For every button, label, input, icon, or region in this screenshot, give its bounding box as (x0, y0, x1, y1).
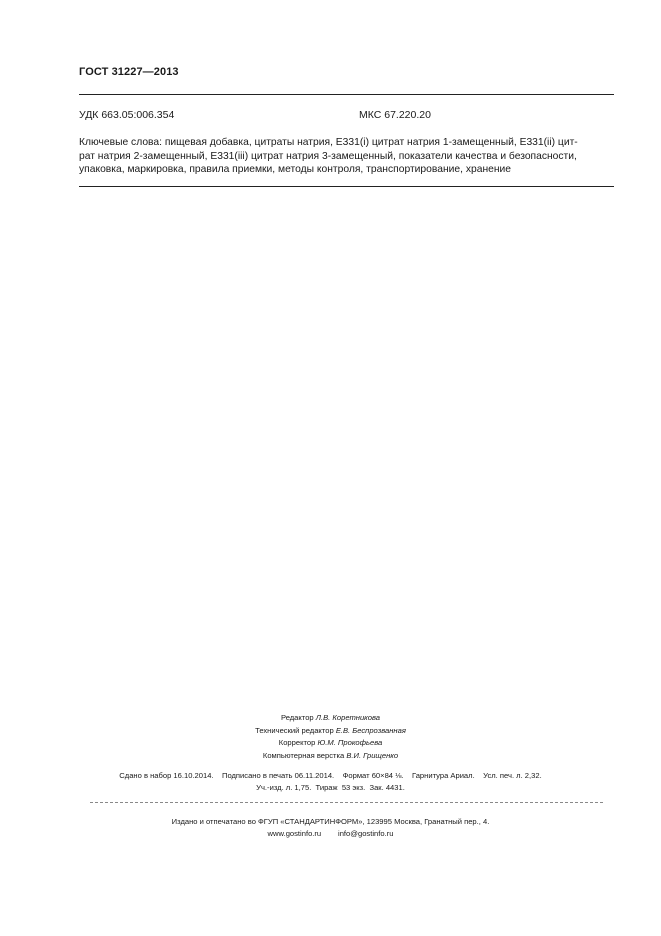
credit-name: В.И. Грищенко (346, 750, 399, 760)
bottom-divider (79, 186, 614, 187)
print-details-line-2: Уч.-изд. л. 1,75. Тираж 53 экз. Зак. 4431. (256, 783, 405, 792)
credit-name: Л.В. Коретникова (315, 713, 381, 722)
udk-code: УДК 663.05:006.354 (79, 109, 175, 121)
credit-name: Ю.М. Прокофьева (317, 738, 383, 747)
document-title: ГОСТ 31227—2013 (79, 66, 179, 78)
mks-code: МКС 67.220.20 (359, 109, 431, 121)
credit-corrector (0, 737, 661, 750)
top-divider (79, 94, 614, 95)
credit-name: Е.В. Беспрозванная (335, 725, 406, 735)
print-details-line-1: Сдано в набор 16.10.2014. Подписано в печать 06.11.2014. Формат 60×84 ⅛. Гарнитура Ариал. Усл. печ. л. 2,32. (119, 771, 542, 780)
credit-editor (0, 712, 661, 725)
publisher-address: Издано и отпечатано во ФГУП «СТАНДАРТИНФОРМ», 123995 Москва, Гранатный пер., 4. (171, 817, 490, 826)
credit-role: Компьютерная верстка (262, 750, 345, 760)
credit-technical-editor (0, 725, 661, 738)
keywords-paragraph: Ключевые слова: пищевая добавка, цитраты натрия, Е331(i) цитрат натрия 1-замещенный, Е331(ii) цит- рат натрия 2-замещенный, Е331(iii) цитрат натрия 3-замещенный, показатели качества и безопасности, упаковка, маркировка, правила приемки, методы контроля, транспортирование, хранение (79, 137, 578, 175)
credit-role: Технический редактор (255, 725, 334, 735)
publisher-contacts: www.gostinfo.ru info@gostinfo.ru (267, 829, 394, 838)
footer-divider (90, 802, 603, 803)
credits-block (0, 712, 661, 762)
credit-role: Корректор (278, 738, 316, 747)
credit-role: Редактор (280, 713, 314, 722)
credit-layout (0, 750, 661, 763)
